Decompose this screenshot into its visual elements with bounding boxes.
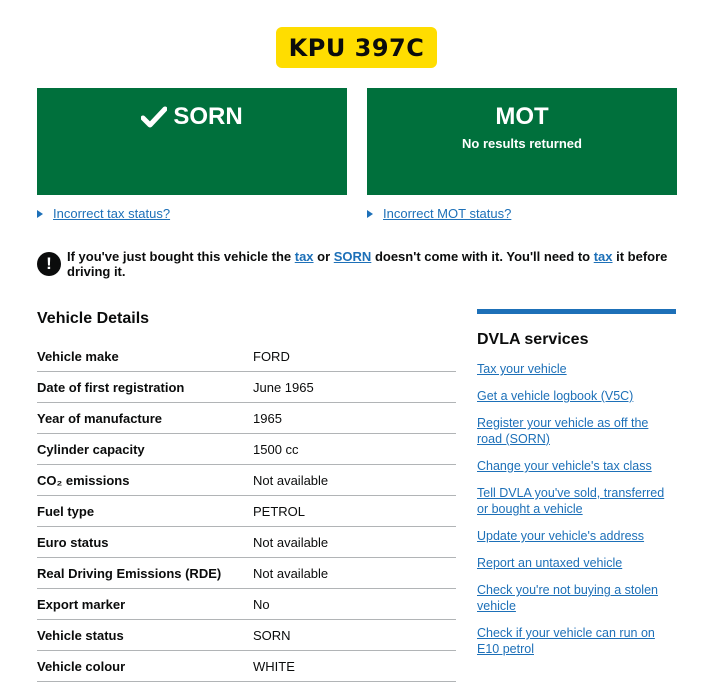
service-link[interactable]: Get a vehicle logbook (V5C) (477, 389, 634, 403)
sorn-link[interactable]: SORN (333, 249, 372, 264)
row-label: CO₂ emissions (37, 465, 253, 496)
service-link[interactable]: Tell DVLA you've sold, transferred or bought a vehicle (477, 486, 665, 516)
row-label: Date of first registration (37, 372, 253, 403)
incorrect-tax-toggle[interactable] (37, 206, 170, 221)
table-row (37, 465, 456, 496)
warning-message (67, 249, 677, 279)
dvla-services-heading: DVLA services (477, 331, 589, 348)
warning-text (37, 249, 677, 279)
list-item (477, 528, 676, 544)
table-row (37, 620, 456, 651)
row-label: Fuel type (37, 496, 253, 527)
dvla-services-panel (477, 309, 676, 668)
row-value: 1965 (253, 403, 456, 434)
table-row (37, 558, 456, 589)
exclamation-icon: ! (37, 252, 61, 276)
row-label: Year of manufacture (37, 403, 253, 434)
row-value: PETROL (253, 496, 456, 527)
warning-part: doesn't come with it. You'll need to (371, 249, 594, 264)
row-label: Export marker (37, 589, 253, 620)
number-plate: KPU 397C (276, 27, 437, 68)
row-label: Vehicle status (37, 620, 253, 651)
row-label: Euro status (37, 527, 253, 558)
service-link[interactable]: Update your vehicle's address (477, 529, 645, 543)
row-label: Vehicle colour (37, 651, 253, 682)
table-row (37, 372, 456, 403)
table-row (37, 403, 456, 434)
service-link[interactable]: Change your vehicle's tax class (477, 459, 652, 473)
row-label: Real Driving Emissions (RDE) (37, 558, 253, 589)
table-row (37, 434, 456, 465)
table-row (37, 341, 456, 372)
table-row (37, 651, 456, 682)
incorrect-mot-toggle[interactable] (367, 206, 511, 221)
list-item (477, 582, 676, 614)
check-icon (141, 106, 167, 128)
row-value: 1500 cc (253, 434, 456, 465)
service-link[interactable]: Check if your vehicle can run on E10 petrol (477, 626, 655, 656)
warning-part: If you've just bought this vehicle the (67, 249, 295, 264)
services-list (477, 361, 676, 657)
row-value: WHITE (253, 651, 456, 682)
incorrect-mot-link[interactable]: Incorrect MOT status? (383, 206, 512, 221)
list-item (477, 625, 676, 657)
list-item (477, 485, 676, 517)
row-label: Cylinder capacity (37, 434, 253, 465)
table-row (37, 589, 456, 620)
list-item (477, 458, 676, 474)
tax-status-panel (37, 88, 347, 195)
mot-status-panel (367, 88, 677, 195)
mot-status-title: MOT (495, 103, 549, 130)
incorrect-tax-link[interactable]: Incorrect tax status? (53, 206, 171, 221)
mot-status-subtitle: No results returned (462, 136, 582, 151)
list-item (477, 361, 676, 377)
vehicle-details-heading: Vehicle Details (37, 310, 150, 327)
tax-link-2[interactable]: tax (593, 249, 613, 264)
warning-part: or (313, 249, 334, 264)
row-value: Not available (253, 527, 456, 558)
tax-link[interactable]: tax (294, 249, 314, 264)
list-item (477, 388, 676, 404)
service-link[interactable]: Tax your vehicle (477, 362, 567, 376)
table-row (37, 496, 456, 527)
triangle-right-icon (367, 210, 373, 218)
service-link[interactable]: Report an untaxed vehicle (477, 556, 623, 570)
warning-part: it before driving it. (67, 249, 668, 279)
table-row (37, 527, 456, 558)
triangle-right-icon (37, 210, 43, 218)
list-item (477, 415, 676, 447)
vehicle-details-table (37, 341, 456, 682)
row-value: FORD (253, 341, 456, 372)
row-label: Vehicle make (37, 341, 253, 372)
row-value: No (253, 589, 456, 620)
list-item (477, 555, 676, 571)
service-link[interactable]: Check you're not buying a stolen vehicle (477, 583, 658, 613)
row-value: Not available (253, 558, 456, 589)
row-value: SORN (253, 620, 456, 651)
tax-status-title: SORN (173, 103, 243, 130)
row-value: Not available (253, 465, 456, 496)
row-value: June 1965 (253, 372, 456, 403)
service-link[interactable]: Register your vehicle as off the road (SORN) (477, 416, 649, 446)
